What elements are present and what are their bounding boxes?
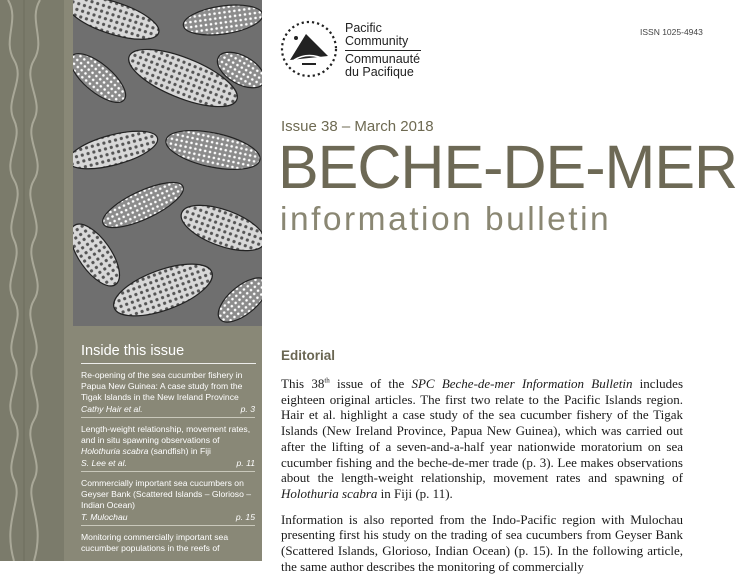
toc-item-authors: S. Lee et al. xyxy=(81,458,127,468)
toc-item-authors: T. Mulochau xyxy=(81,512,128,522)
toc-item-title: Commercially important sea cucumbers on Geyser Bank (Scattered Islands – Glorioso – Indian Ocean) xyxy=(81,478,252,510)
pacific-community-logo-icon xyxy=(280,20,338,83)
toc-item-page: p. 11 xyxy=(236,458,255,468)
toc-item-title: Length-weight relationship, movement rates, and in situ spawning observations of Holothuria scabra (sandfish) in Fiji xyxy=(81,424,251,456)
toc-item[interactable] xyxy=(81,370,255,418)
divider xyxy=(81,525,255,526)
org-name-en: Pacific Community xyxy=(345,21,409,48)
divider xyxy=(345,50,421,51)
inside-heading: Inside this issue xyxy=(81,343,185,359)
divider xyxy=(81,471,255,472)
toc-item-title: Re-opening of the sea cucumber fishery in Papua New Guinea: A case study from the Tigak Islands in the New Ireland Province xyxy=(81,370,243,402)
toc-item-authors: Cathy Hair et al. xyxy=(81,404,143,414)
bulletin-subtitle: information bulletin xyxy=(280,201,612,238)
toc-item-page: p. 15 xyxy=(235,512,255,522)
editorial-heading: Editorial xyxy=(281,348,336,363)
inside-this-issue xyxy=(73,336,256,554)
wave-pattern-icon xyxy=(0,0,64,561)
decorative-border-stripe xyxy=(0,0,64,561)
toc-item[interactable] xyxy=(81,532,255,554)
issue-label: Issue 38 – March 2018 xyxy=(281,118,434,135)
editorial-paragraph: This 38th issue of the SPC Beche-de-mer Information Bulletin includes eighteen original articles. The first two relate to the Pacific Islands region. Hair et al. highlight a case study of the sea cucumber fishery of the Tigak Islands (New Ireland Province, Papua New Guinea), which was carried out after the lifting of a seven-and-a-half year nationwide moratorium on sea cucumber fishing and the beche-de-mer trade (p. 3). Lee makes observations about the length-weight relationship, movement rates and spawning of Holothuria scabra in Fiji (p. 11). xyxy=(281,376,684,501)
bulletin-title: BECHE-DE-MER xyxy=(278,133,738,201)
org-name-fr: Communauté du Pacifique xyxy=(345,52,421,79)
divider xyxy=(81,363,256,364)
toc-item[interactable] xyxy=(81,478,255,526)
toc-item[interactable] xyxy=(81,424,255,472)
sea-cucumber-illustration xyxy=(73,0,262,326)
editorial-body xyxy=(281,376,683,584)
toc-item-title: Monitoring commercially important sea cucumber populations in the reefs of xyxy=(81,532,229,553)
divider xyxy=(81,417,255,418)
toc-item-page: p. 3 xyxy=(240,404,255,414)
issn-number: ISSN 1025-4943 xyxy=(640,27,703,37)
editorial-paragraph: Information is also reported from the Indo-Pacific region with Mulochau presenting first his study on the trading of sea cucumbers from Geyser Bank (Scattered Islands, Glorioso, Indian Ocean) (p. 15). In the following article, the same author describes the monitoring of commercially xyxy=(281,511,683,574)
